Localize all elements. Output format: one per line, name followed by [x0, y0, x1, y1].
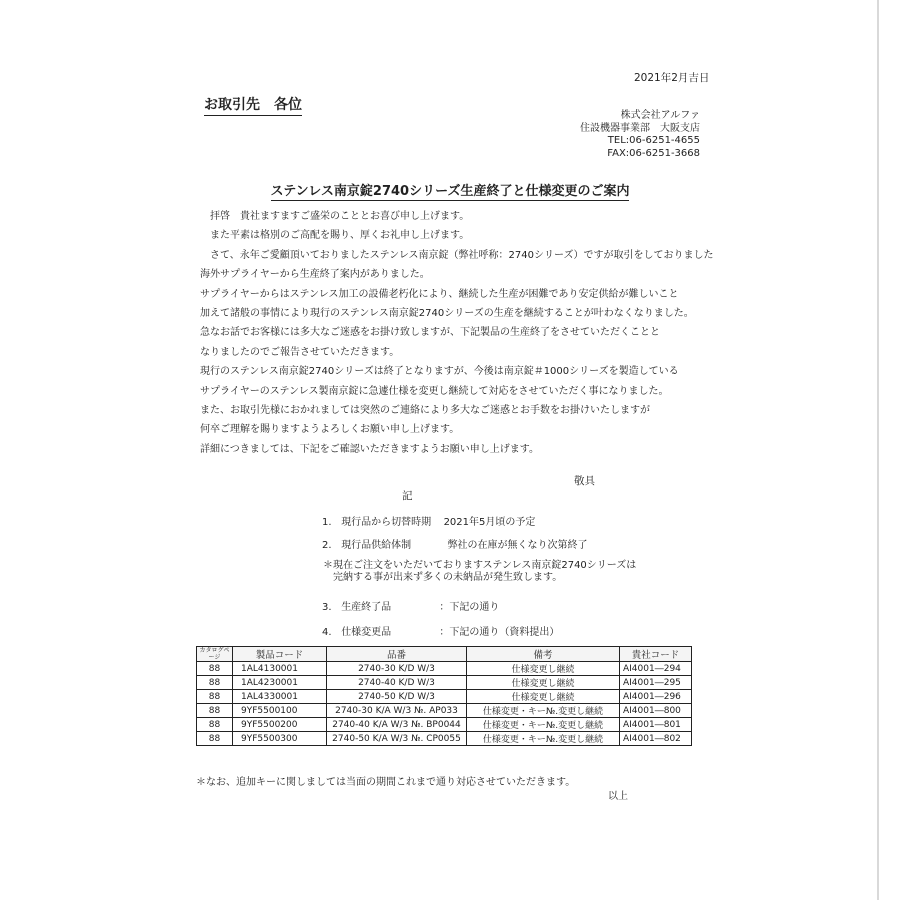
cell-customer-code: AI4001―802 [620, 732, 692, 746]
body-line: サプライヤーのステンレス製南京錠に急遽仕様を変更し継続して対応をさせていただく事になりました。 [200, 385, 669, 397]
body-line: 拝啓 貴社ますますご盛栄のこととお喜び申し上げます。 [200, 211, 470, 222]
col-header-customer-code: 貴社コード [620, 647, 692, 662]
body-line: 現行のステンレス南京錠2740シリーズは終了となりますが、今後は南京錠＃1000シリーズを製造している [200, 366, 679, 378]
item-value: 弊社の在庫が無くなり次第終了 [447, 540, 588, 551]
item-label: 生産終了品 [341, 602, 392, 613]
cell-remarks: 仕様変更・キー№.変更し継続 [467, 732, 620, 746]
sender-block [580, 110, 700, 160]
item-number: 2. [322, 540, 332, 551]
company-fax: FAX:06-6251-3668 [607, 147, 700, 159]
item-number: 1. [322, 517, 332, 528]
body-line: また平素は格別のご高配を賜り、厚くお礼申し上げます。 [200, 230, 470, 242]
cell-product-code: 9YF5500200 [233, 718, 327, 732]
cell-product-code: 1AL4330001 [233, 690, 327, 704]
ki-heading: 記 [402, 490, 413, 502]
item-value: ：下記の通り [439, 602, 500, 613]
cell-remarks: 仕様変更し継続 [467, 676, 620, 690]
col-header-part-number: 品番 [327, 647, 467, 662]
cell-part-number: 2740-50 K/D W/3 [327, 690, 467, 704]
company-tel: TEL:06-6251-4655 [607, 135, 700, 146]
closing-keigu: 敬具 [574, 475, 595, 487]
table-row [197, 718, 692, 732]
document-title-wrap [0, 180, 900, 199]
cell-remarks: 仕様変更・キー№.変更し継続 [467, 718, 620, 732]
document-title: ステンレス南京錠2740シリーズ生産終了と仕様変更のご案内 [270, 184, 630, 199]
cell-page: 88 [197, 732, 233, 746]
table-row [197, 732, 692, 746]
list-item [322, 598, 499, 613]
cell-remarks: 仕様変更し継続 [467, 662, 620, 676]
body-line: 加えて諸般の事情により現行のステンレス南京錠2740シリーズの生産を継続することが叶わなくなりました。 [200, 307, 694, 319]
table-row [197, 704, 692, 718]
table-row [197, 662, 692, 676]
table-row [197, 676, 692, 690]
cell-customer-code: AI4001―801 [620, 718, 692, 732]
page-edge [877, 0, 879, 900]
item-number: 3. [322, 602, 332, 613]
cell-part-number: 2740-50 K/A W/3 №. CP0055 [327, 732, 467, 746]
list-item [322, 536, 588, 551]
document-date: 2021年2月吉日 [634, 72, 710, 84]
body-line: 何卒ご理解を賜りますようよろしくお願い申し上げます。 [200, 424, 460, 436]
cell-part-number: 2740-30 K/A W/3 №. AP033 [327, 704, 467, 718]
cell-product-code: 1AL4230001 [233, 676, 327, 690]
cell-product-code: 9YF5500300 [233, 732, 327, 746]
item-label: 現行品から切替時期 [341, 517, 432, 528]
cell-part-number: 2740-40 K/D W/3 [327, 676, 467, 690]
body-line: 詳細につきましては、下記をご確認いただきますようお願い申し上げます。 [200, 443, 539, 455]
body-line: 急なお話でお客様には多大なご迷惑をお掛け致しますが、下記製品の生産終了をさせていただくことと [200, 327, 660, 339]
cell-customer-code: AI4001―295 [620, 676, 692, 690]
note-line: 完納する事が出来ず多くの未納品が発生致します。 [323, 572, 563, 583]
list-item [322, 623, 559, 638]
item-value: ：下記の通り（資料提出） [439, 627, 560, 638]
footnote: ＊なお、追加キーに関しましては当面の期間これまで通り対応させていただきます。 [196, 777, 576, 788]
col-header-product-code: 製品コード [233, 647, 327, 662]
cell-page: 88 [197, 718, 233, 732]
cell-customer-code: AI4001―296 [620, 690, 692, 704]
product-table [196, 646, 692, 746]
body-line: 海外サプライヤーから生産終了案内がありました。 [200, 269, 430, 281]
body-line: なりましたのでご報告させていただきます。 [200, 346, 400, 358]
note-line: ＊現在ご注文をいただいておりますステンレス南京錠2740シリーズは [323, 560, 637, 571]
item-label: 現行品供給体制 [341, 540, 412, 551]
closing-ijo: 以上 [608, 791, 628, 802]
cell-remarks: 仕様変更し継続 [467, 690, 620, 704]
cell-part-number: 2740-30 K/D W/3 [327, 662, 467, 676]
cell-part-number: 2740-40 K/A W/3 №. BP0044 [327, 718, 467, 732]
cell-product-code: 1AL4130001 [233, 662, 327, 676]
table-header-row [197, 647, 692, 662]
body-line: サプライヤーからはステンレス加工の設備老朽化により、継続した生産が困難であり安定供給が難しいこと [200, 288, 679, 300]
body-line: さて、永年ご愛顧頂いておりましたステンレス南京錠（弊社呼称：2740シリーズ）ですが取引をしておりました [200, 249, 714, 261]
body-line: また、お取引先様におかれましては突然のご連絡により多大なご迷惑とお手数をお掛けいたしますが [200, 404, 650, 416]
list-item [322, 513, 535, 528]
col-header-catalog-page: カタログページ [197, 647, 233, 662]
addressee: お取引先 各位 [204, 94, 302, 116]
col-header-remarks: 備考 [467, 647, 620, 662]
item-label: 仕様変更品 [341, 627, 392, 638]
cell-customer-code: AI4001―800 [620, 704, 692, 718]
company-division: 住設機器事業部 大阪支店 [580, 122, 700, 134]
cell-page: 88 [197, 704, 233, 718]
cell-customer-code: AI4001―294 [620, 662, 692, 676]
cell-remarks: 仕様変更・キー№.変更し継続 [467, 704, 620, 718]
item-value: 2021年5月頃の予定 [443, 517, 536, 528]
table-row [197, 690, 692, 704]
cell-page: 88 [197, 662, 233, 676]
cell-page: 88 [197, 690, 233, 704]
letter-body [200, 207, 714, 459]
cell-page: 88 [197, 676, 233, 690]
cell-product-code: 9YF5500100 [233, 704, 327, 718]
item-number: 4. [322, 627, 332, 638]
company-name: 株式会社アルファ [620, 110, 700, 121]
